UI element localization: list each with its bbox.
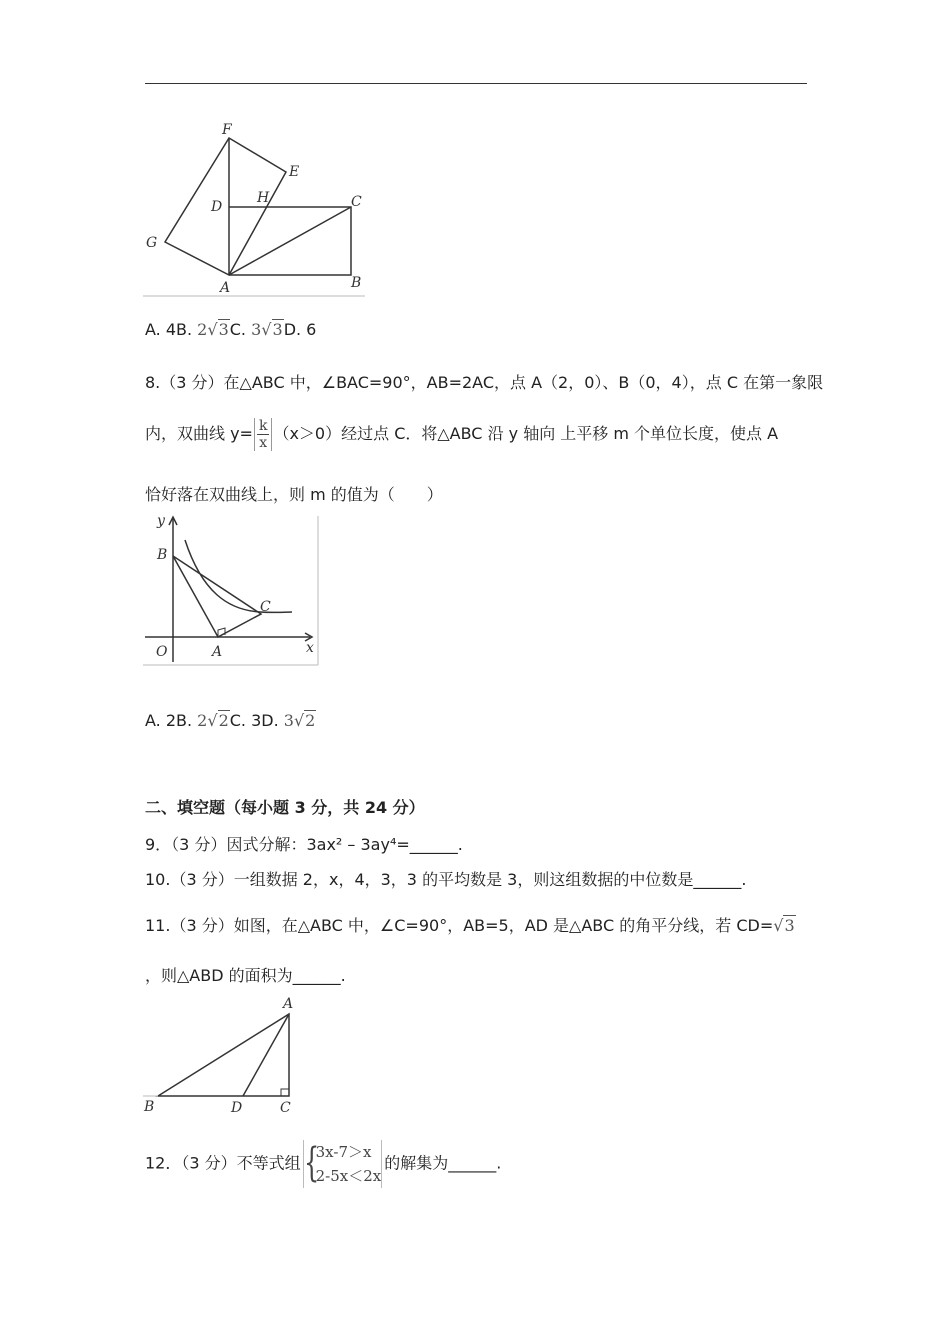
- q8-label-c: C: [260, 599, 271, 615]
- q11-label-b: B: [144, 1099, 155, 1115]
- q8-option-b-value: 2√2: [197, 711, 229, 730]
- q11-sqrt: √3: [773, 916, 795, 935]
- q10-line: 10.（3 分）一组数据 2，x，4，3，3 的平均数是 3，则这组数据的中位数是______.: [145, 870, 747, 889]
- q8-label-a: A: [212, 644, 223, 660]
- q8-line1: 8.（3 分）在△ABC 中，∠BAC=90°，AB=2AC，点 A（2，0）、B（0，4），点 C 在第一象限: [145, 373, 824, 392]
- q8-label-b: B: [157, 547, 168, 563]
- q7-figure: [140, 118, 370, 300]
- q8-label-x: x: [306, 640, 314, 656]
- q7-option-b-rad: 3: [218, 320, 229, 339]
- q7-option-c-rad: 3: [272, 320, 283, 339]
- q8-option-c: C. 3: [229, 711, 262, 730]
- q7-label-h: H: [257, 190, 270, 206]
- q7-option-b-label: B.: [176, 320, 193, 339]
- q7-label-e: E: [289, 164, 300, 180]
- q12-inequality-system: [303, 1140, 383, 1188]
- q8-option-d-value: 3√2: [283, 711, 316, 730]
- q8-label-y: y: [157, 513, 165, 529]
- q7-option-b-value: 2√3: [197, 320, 229, 339]
- q8-option-b-rad: 2: [218, 711, 229, 730]
- q7-label-c: C: [351, 194, 362, 210]
- q8-option-d-label: D.: [261, 711, 279, 730]
- q12-pre: 12．（3 分）不等式组: [145, 1153, 301, 1173]
- q7-label-b: B: [351, 275, 362, 291]
- q8-figure: [140, 512, 322, 670]
- q8-triangle: [173, 556, 261, 637]
- q7-option-a: A. 4: [145, 320, 177, 339]
- q11-line1: [145, 913, 796, 936]
- q12-post: 的解集为______.: [384, 1153, 502, 1173]
- q11-bisector-ad: [243, 1014, 289, 1096]
- q12-ineq2: 2-5x＜2x: [315, 1167, 382, 1185]
- q11-label-a: A: [283, 996, 294, 1012]
- q12-brace: {: [303, 1140, 319, 1186]
- q8-option-d-coef: 3: [283, 711, 294, 730]
- q7-label-d: D: [211, 199, 223, 215]
- q8-frac-den: x: [259, 435, 268, 451]
- q7-options: [145, 320, 316, 339]
- q8-option-a: A. 2: [145, 711, 177, 730]
- q7-option-d: D. 6: [283, 320, 317, 339]
- q9-expr: 3ax² – 3ay⁴=______.: [306, 835, 463, 854]
- q9-line: [145, 832, 463, 855]
- q8-line2-post: （x＞0）经过点 C．将△ABC 沿 y 轴向 上平移 m 个单位长度，使点 A: [273, 424, 779, 443]
- q12-line: [145, 1140, 501, 1188]
- q11-line2: ，则△ABD 的面积为______.: [145, 966, 346, 985]
- q7-label-f: F: [222, 122, 232, 138]
- q7-option-c-coef: 3: [251, 320, 262, 339]
- q8-line3: 恰好落在双曲线上，则 m 的值为（ ）: [145, 485, 443, 504]
- q8-line2-pre: 内，双曲线 y=: [145, 424, 253, 443]
- q7-option-c-label: C.: [229, 320, 247, 339]
- q11-right-angle: [281, 1089, 289, 1096]
- q8-line2: [145, 418, 778, 451]
- q8-label-o: O: [156, 644, 168, 660]
- q8-hyperbola: [185, 540, 292, 612]
- q11-line1-text: 11.（3 分）如图，在△ABC 中，∠C=90°，AB=5，AD 是△ABC 的角平分线，若 CD=: [145, 916, 774, 935]
- q8-option-d-rad: 2: [305, 711, 316, 730]
- header-rule: [145, 83, 807, 84]
- q8-frac-num: k: [258, 418, 268, 434]
- q8-options: [145, 711, 316, 730]
- q7-label-g: G: [146, 235, 158, 251]
- q9-pre: 9．（3 分）因式分解：: [145, 835, 307, 854]
- q8-fraction: [254, 418, 272, 451]
- q7-option-b-coef: 2: [197, 320, 208, 339]
- q11-triangle: [158, 1014, 289, 1096]
- q11-figure: [140, 994, 300, 1118]
- q8-option-b-label: B.: [176, 711, 193, 730]
- q12-ineq1: 3x-7＞x: [315, 1143, 372, 1161]
- q7-option-c-value: 3√3: [251, 320, 283, 339]
- q8-option-b-coef: 2: [197, 711, 208, 730]
- section2-title: 二、填空题（每小题 3 分，共 24 分）: [145, 798, 425, 817]
- q11-label-d: D: [231, 1100, 243, 1116]
- q11-sqrt-rad: 3: [784, 916, 795, 935]
- q7-label-a: A: [220, 280, 231, 296]
- q11-label-c: C: [280, 1100, 291, 1116]
